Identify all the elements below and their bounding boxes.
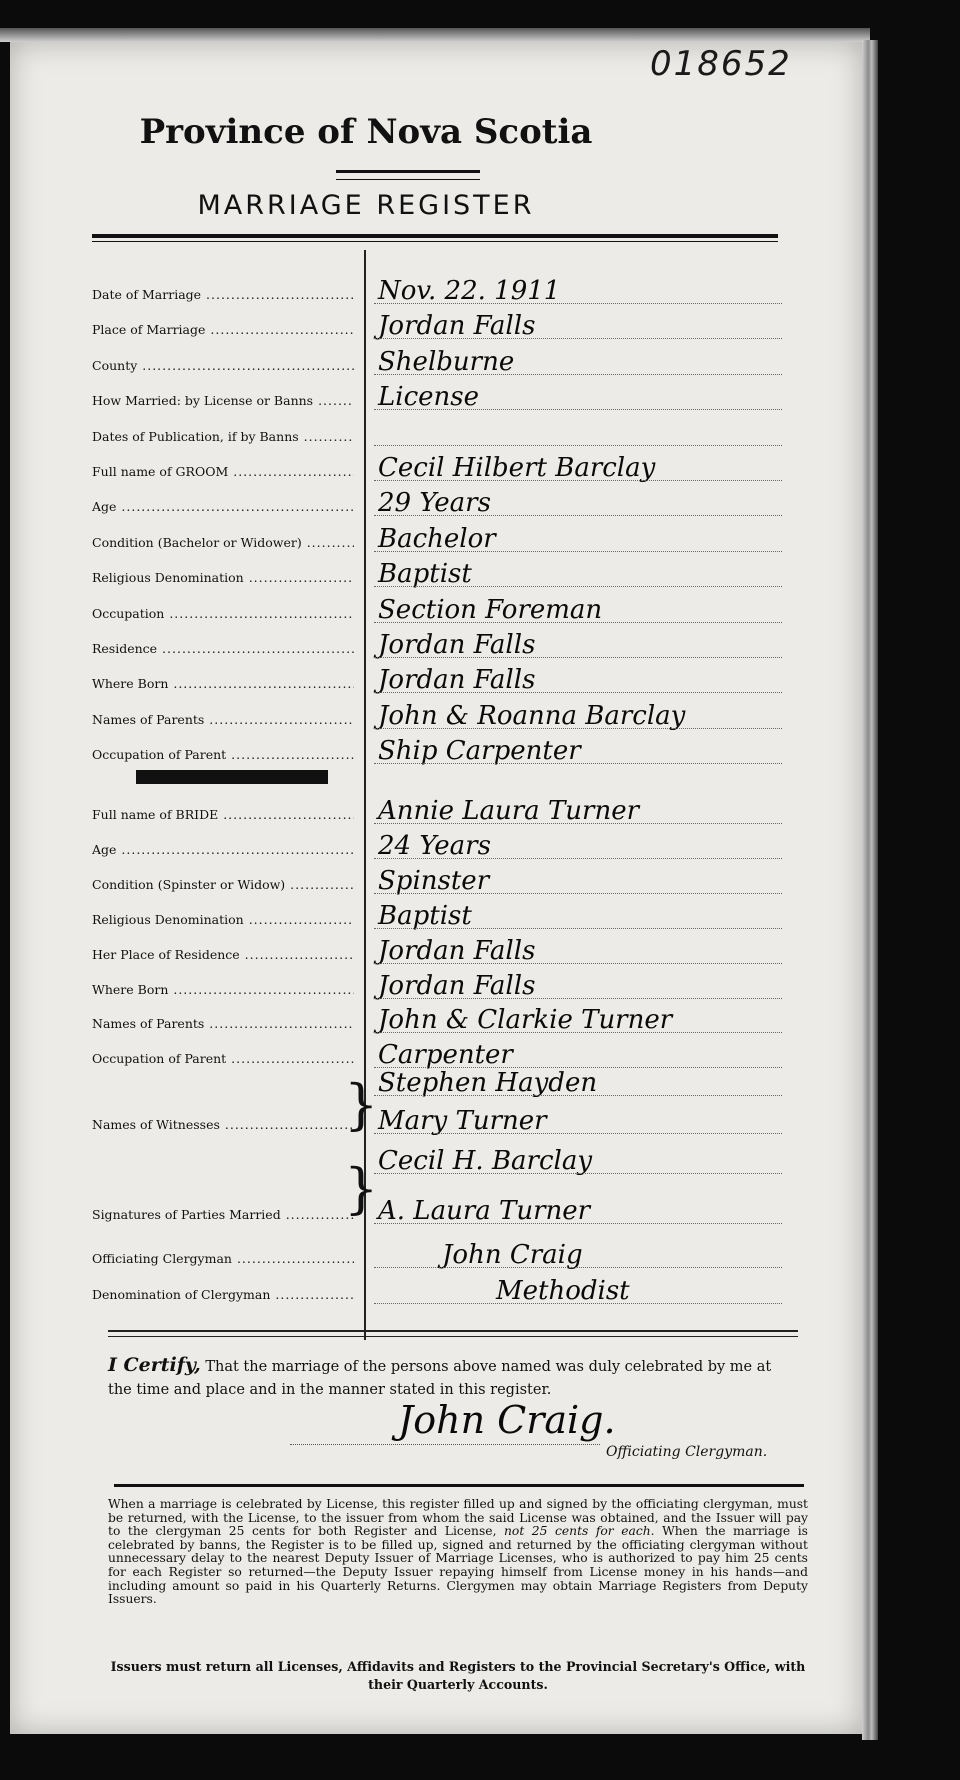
instructions-final: Issuers must return all Licenses, Affidavits and Registers to the Provincial Secretary's Office, with their Quarterly Accounts.: [110, 1659, 806, 1692]
field-label: Full name of BRIDE .....: [92, 807, 354, 822]
field-label: Date of Marriage .....: [92, 287, 354, 302]
field-label: Dates of Publication, if by Banns .....: [92, 429, 354, 444]
field-label: County .....: [92, 358, 354, 373]
dotted-line: [374, 551, 782, 552]
signature-name: A. Laura Turner: [378, 1196, 591, 1226]
field-label: Condition (Bachelor or Widower) .....: [92, 535, 354, 550]
register-row: [92, 276, 782, 306]
header-rule: [92, 234, 778, 242]
field-value: 29 Years: [378, 488, 491, 519]
register-row: [92, 382, 782, 413]
section-separator-bar: [136, 770, 328, 784]
field-label: Names of Parents .....: [92, 712, 354, 727]
dotted-line: [374, 998, 782, 999]
field-label: Occupation of Parent .....: [92, 1051, 354, 1066]
field-value: Spinster: [378, 865, 490, 896]
certify-lead: I Certify,: [108, 1354, 201, 1376]
dotted-line: [374, 763, 782, 764]
certify-rule: [108, 1330, 798, 1337]
field-value: Baptist: [378, 900, 472, 931]
field-value: Ship Carpenter: [378, 736, 581, 767]
dotted-line: [374, 728, 782, 729]
field-value: License: [378, 382, 480, 413]
field-value: Baptist: [378, 559, 472, 590]
instructions-part1: When a marriage is celebrated by License, this register filled up and signed by the officiating clergyman, must be returned, with the License, to the issuer from whom the said License was obtained, and the Issuer will pay to the clergyman 25 cents for both Register and License,: [108, 1497, 808, 1539]
field-value: Carpenter: [378, 1040, 513, 1071]
field-value: Jordan Falls: [378, 311, 536, 342]
field-label: Condition (Spinster or Widow) .....: [92, 877, 354, 892]
register-row: [92, 488, 782, 519]
dotted-line: [374, 515, 782, 516]
signatures-row: [92, 1196, 782, 1226]
title-ornament: [336, 170, 480, 180]
signature-caption: Officiating Clergyman.: [606, 1444, 768, 1460]
register-row: [92, 935, 782, 966]
field-value: Jordan Falls: [378, 630, 536, 660]
register-row: [92, 523, 782, 554]
dotted-line: [374, 1267, 782, 1268]
field-label: Names of Parents .....: [92, 1016, 354, 1031]
register-row: [92, 311, 782, 342]
instructions-text: [108, 1498, 808, 1607]
witness-row-1: [92, 1068, 782, 1098]
instructions-rule: [114, 1484, 804, 1490]
register-row: [92, 900, 782, 931]
field-value: Nov. 22. 1911: [378, 276, 561, 306]
page-subtitle: MARRIAGE REGISTER: [197, 190, 535, 221]
field-label: Occupation .....: [92, 606, 354, 621]
dotted-line: [374, 338, 782, 339]
clergyman-row: [92, 1240, 782, 1270]
paper-top-edge: [0, 28, 870, 42]
certify-body: That the marriage of the persons above named was duly celebrated by me at the time and place and in the manner stated in this register.: [108, 1359, 772, 1398]
field-value: Bachelor: [378, 523, 496, 554]
dotted-line: [374, 409, 782, 410]
paper-side-edge: [862, 40, 878, 1740]
witnesses-row: [92, 1106, 782, 1136]
field-label: Place of Marriage .....: [92, 322, 354, 337]
field-value: 24 Years: [378, 830, 491, 861]
dotted-line: [374, 1133, 782, 1134]
field-value: Cecil Hilbert Barclay: [378, 453, 656, 483]
field-label: Full name of GROOM .....: [92, 464, 354, 479]
register-row: [92, 453, 782, 483]
field-value: John & Roanna Barclay: [378, 700, 686, 731]
field-label: Officiating Clergyman .....: [92, 1251, 354, 1266]
dotted-line: [374, 1173, 782, 1174]
dotted-line: [374, 823, 782, 824]
register-row: [92, 796, 782, 826]
register-row: [92, 346, 782, 377]
field-label: Her Place of Residence .....: [92, 947, 354, 962]
dotted-line: [374, 1223, 782, 1224]
register-row: [92, 1040, 782, 1071]
clergy-denomination-row: [92, 1276, 782, 1306]
dotted-line: [374, 303, 782, 304]
dotted-line: [374, 1095, 782, 1096]
field-value: Section Foreman: [378, 594, 603, 625]
signature-row-1: [92, 1146, 782, 1176]
page-title: Province of Nova Scotia: [139, 112, 593, 152]
dotted-line: [374, 622, 782, 623]
register-row: [92, 736, 782, 767]
witness-name: Stephen Hayden: [378, 1068, 598, 1098]
certification-text: [108, 1354, 798, 1402]
field-value: John & Clarkie Turner: [378, 1005, 673, 1036]
dotted-line: [374, 963, 782, 964]
field-label: Residence .....: [92, 641, 354, 656]
field-label: Signatures of Parties Married .....: [92, 1207, 354, 1222]
dotted-line: [374, 692, 782, 693]
register-row: [92, 865, 782, 896]
field-value: Annie Laura Turner: [378, 796, 640, 826]
field-label: Names of Witnesses .....: [92, 1117, 354, 1132]
dotted-line: [374, 1032, 782, 1033]
dotted-line: [374, 586, 782, 587]
dotted-line: [374, 445, 782, 446]
signature-line: [290, 1444, 600, 1445]
field-value: John Craig: [442, 1240, 583, 1270]
dotted-line: [374, 1303, 782, 1304]
register-row: [92, 665, 782, 696]
register-row: [92, 1005, 782, 1036]
field-label: Age .....: [92, 842, 354, 857]
register-row: [92, 970, 782, 1001]
signatures-brace: }: [344, 1157, 379, 1220]
register-row: [92, 559, 782, 590]
field-label: Denomination of Clergyman .....: [92, 1287, 354, 1302]
serial-number: 018652: [650, 44, 792, 84]
dotted-line: [374, 657, 782, 658]
dotted-line: [374, 858, 782, 859]
dotted-line: [374, 928, 782, 929]
field-label: Occupation of Parent .....: [92, 747, 354, 762]
field-value: Shelburne: [378, 346, 515, 377]
register-row: [92, 594, 782, 625]
field-label: Age .....: [92, 499, 354, 514]
field-label: Where Born .....: [92, 982, 354, 997]
register-row: [92, 630, 782, 660]
witnesses-brace: }: [344, 1073, 379, 1136]
field-label: How Married: by License or Banns .....: [92, 393, 354, 408]
field-value: Methodist: [496, 1276, 630, 1306]
field-label: Religious Denomination .....: [92, 570, 354, 585]
instructions-part2: When the marriage is celebrated by banns, the Register is to be filled up, signed and returned by the officiating clergyman without unnecessary delay to the nearest Deputy Issuer of Marriage Licenses, who is authorized to pay him 25 cents for each Register so returned—the Deputy Issuer repaying himself from License money in his hands—and including amount so paid in his Quarterly Returns. Clergymen may obtain Marriage Registers from Deputy Issuers.: [108, 1524, 808, 1607]
field-value: Jordan Falls: [378, 935, 536, 966]
dotted-line: [374, 893, 782, 894]
register-row: [92, 700, 782, 731]
field-label: Religious Denomination .....: [92, 912, 354, 927]
signature-name: Cecil H. Barclay: [378, 1146, 593, 1176]
field-label: Where Born .....: [92, 676, 354, 691]
instructions-italic: not 25 cents for each.: [504, 1524, 655, 1539]
field-value: Jordan Falls: [378, 665, 536, 696]
register-row: [92, 418, 782, 444]
register-row: [92, 830, 782, 861]
clergyman-signature: John Craig.: [398, 1398, 616, 1442]
dotted-line: [374, 374, 782, 375]
field-value: Jordan Falls: [378, 970, 536, 1001]
witness-name: Mary Turner: [378, 1106, 547, 1136]
dotted-line: [374, 480, 782, 481]
